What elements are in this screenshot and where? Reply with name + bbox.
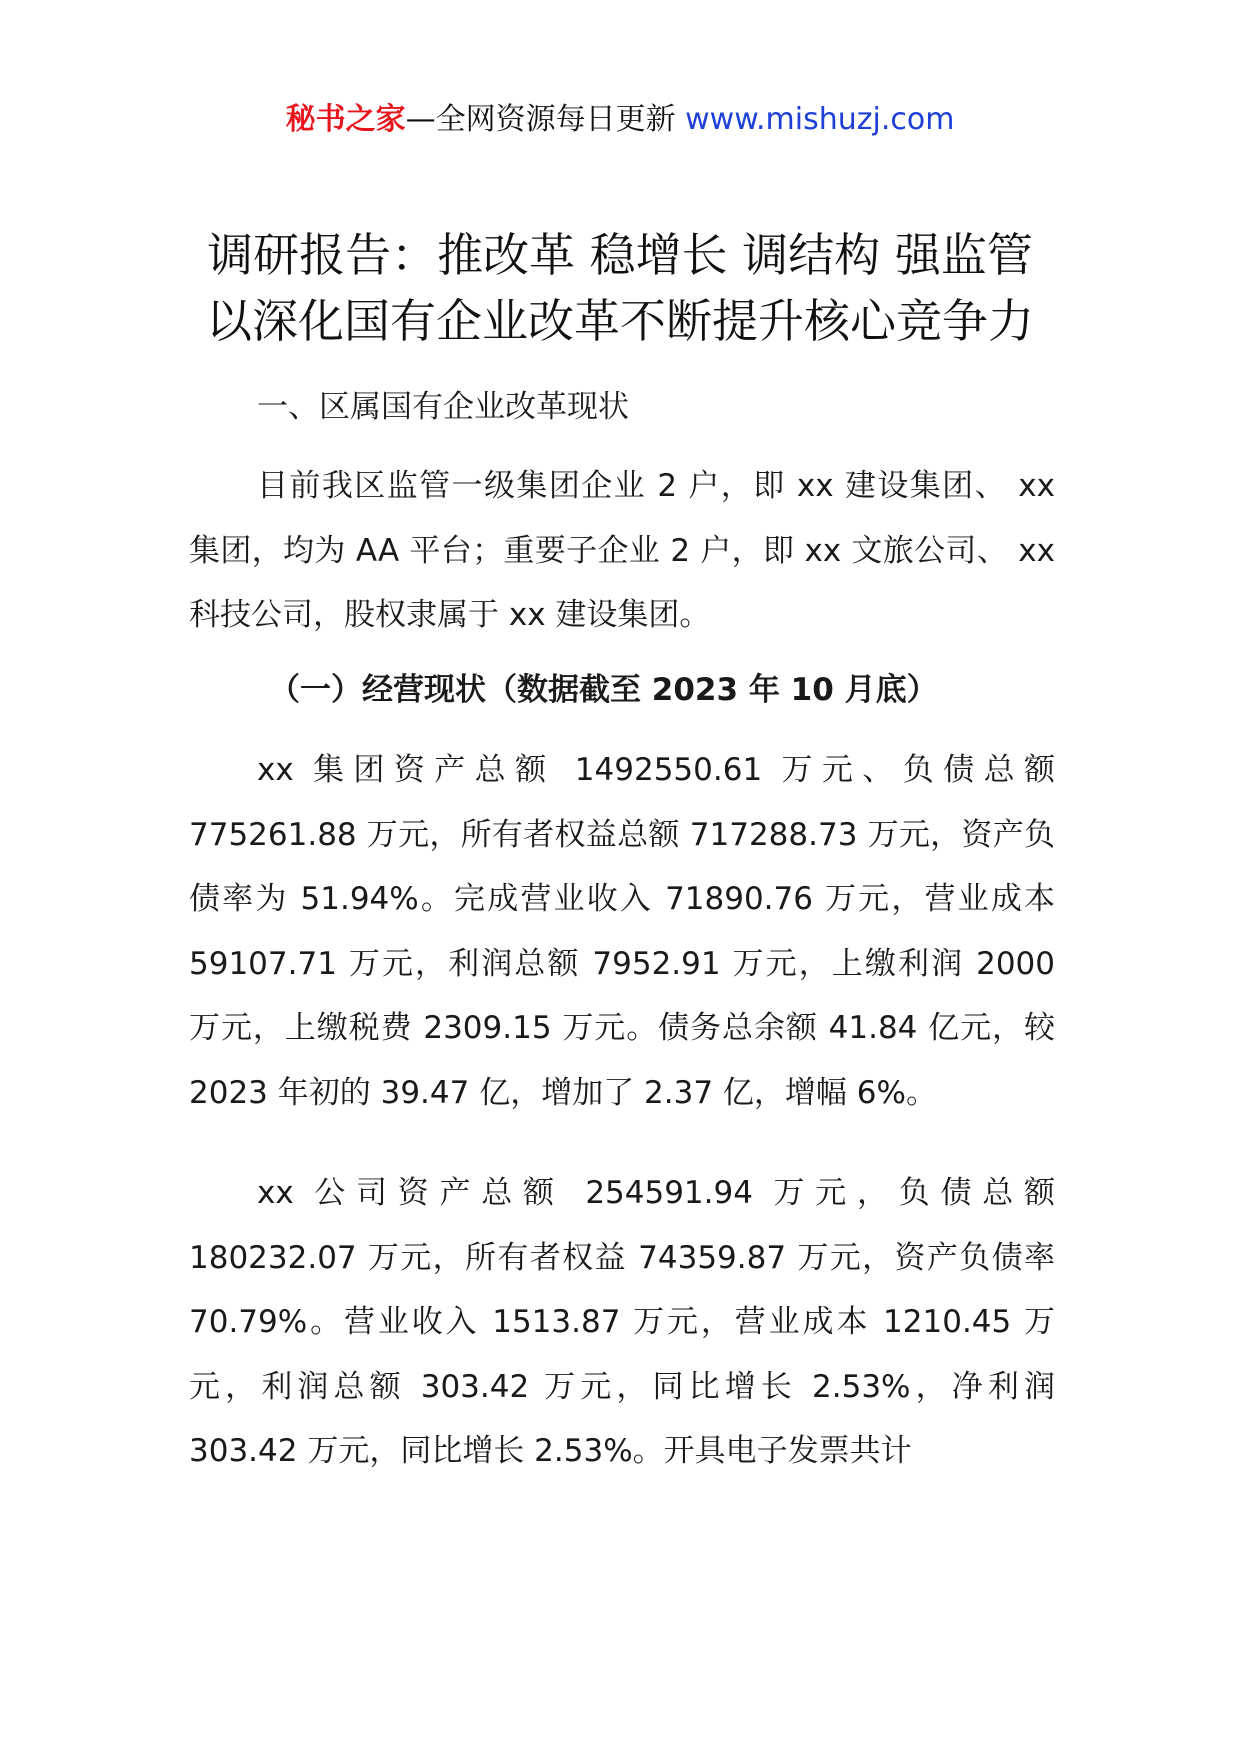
site-banner <box>0 100 1240 140</box>
document-body <box>189 382 1055 1484</box>
subsection-heading: （一）经营现状（数据截至 2023 年 10 月底） <box>269 671 938 708</box>
title-line-2: 以深化国有企业改革不断提升核心竞争力 <box>206 294 1034 348</box>
company-finance-paragraph: xx 公司资产总额 254591.94 万元，负债总额 180232.07 万元，所有者权益 74359.87 万元，资产负债率 70.79%。营业收入 1513.87 万元，营业成本 1210.45 万元，利润总额 303.42 万元，同比增长 2.53%，净利润 303.42 万元，同比增长 2.53%。开具电子发票共计 <box>189 1175 1055 1469</box>
section-heading: 一、区属国有企业改革现状 <box>257 389 629 425</box>
title-line-1: 调研报告：推改革 稳增长 调结构 强监管 <box>207 228 1033 282</box>
brand-name: 秘书之家 <box>285 102 406 137</box>
banner-tagline: —全网资源每日更新 <box>405 102 686 137</box>
intro-paragraph: 目前我区监管一级集团企业 2 户，即 xx 建设集团、 xx 集团，均为 AA 平台；重要子企业 2 户，即 xx 文旅公司、 xx 科技公司，股权隶属于 xx 建设集团。 <box>189 468 1055 633</box>
group-finance-paragraph: xx 集团资产总额 1492550.61 万元、负债总额 775261.88 万元，所有者权益总额 717288.73 万元，资产负债率为 51.94%。完成营业收入 71890.76 万元，营业成本 59107.71 万元，利润总额 7952.91 万元，上缴利润 2000 万元，上缴税费 2309.15 万元。债务总余额 41.84 亿元，较 2023 年初的 39.47 亿，增加了 2.37 亿，增幅 6%。 <box>189 752 1055 1111</box>
site-url-link[interactable]: www.mishuzj.com <box>685 102 955 137</box>
document-title <box>120 222 1120 354</box>
